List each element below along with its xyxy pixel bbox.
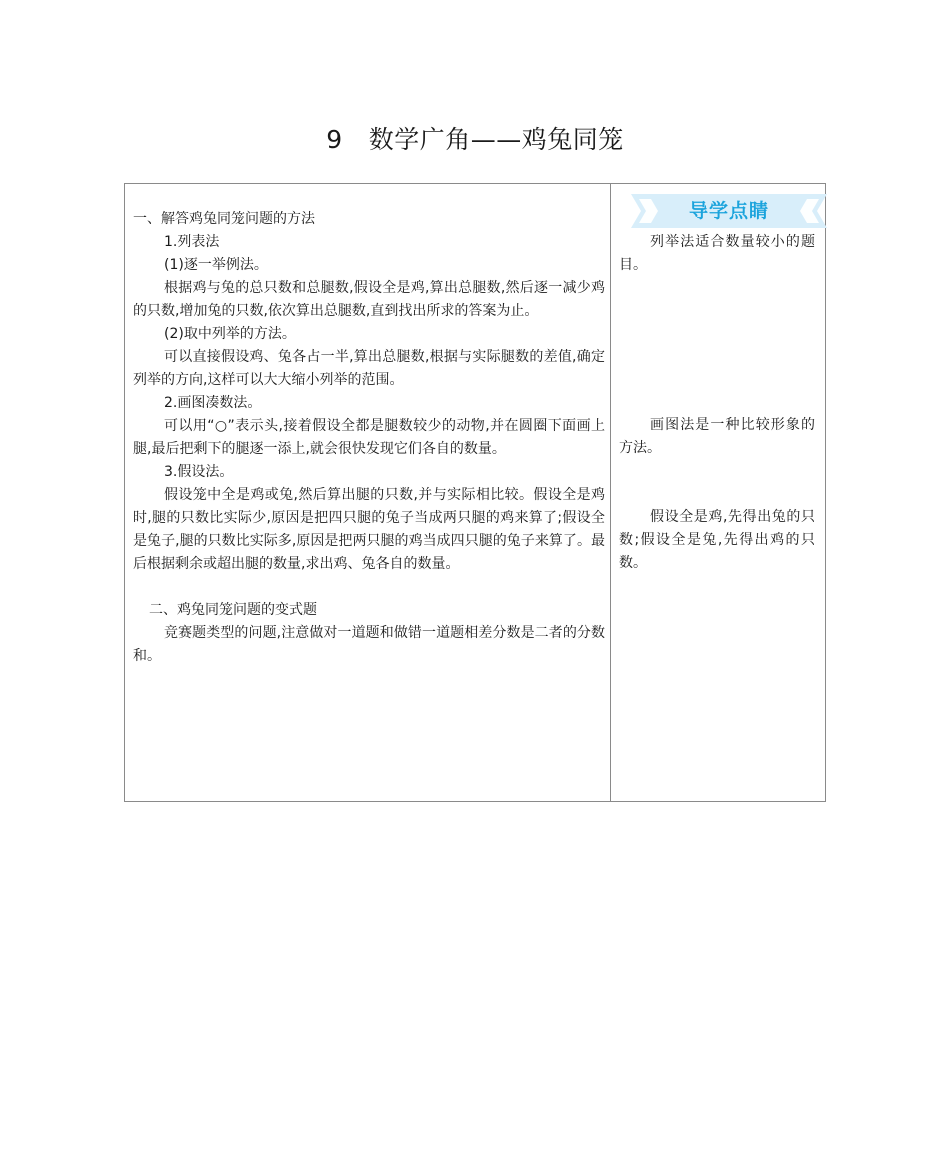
chapter-title: 数学广角——鸡兔同笼 <box>368 125 624 154</box>
section1-heading: 一、解答鸡兔同笼问题的方法 <box>133 211 315 227</box>
method2-text: 可以用“○”表示头,接着假设全都是腿数较少的动物,并在圆圈下面画上腿,最后把剩下的腿逐一添上,就会很快发现它们各自的数量。 <box>133 418 605 457</box>
sidebar-note-assumption: 假设全是鸡,先得出兔的只数;假设全是兔,先得出鸡的只数。 <box>619 509 815 571</box>
sidebar-column <box>611 184 825 801</box>
method3-text: 假设笼中全是鸡或兔,然后算出腿的只数,并与实际相比较。假设全是鸡时,腿的只数比实际少,原因是把四只腿的兔子当成两只腿的鸡来算了;假设全是兔子,腿的只数比实际多,原因是把两只腿的鸡当成四只腿的兔子来算了。最后根据剩余或超出腿的数量,求出鸡、兔各自的数量。 <box>133 487 605 572</box>
section2-text: 竞赛题类型的问题,注意做对一道题和做错一道题相差分数是二者的分数和。 <box>133 625 605 664</box>
method1-sub2-title: (2)取中列举的方法。 <box>164 326 296 342</box>
method1-sub1-text: 根据鸡与兔的总只数和总腿数,假设全是鸡,算出总腿数,然后逐一减少鸡的只数,增加兔的只数,依次算出总腿数,直到找出所求的答案为止。 <box>133 280 605 319</box>
method2-title: 2.画图凑数法。 <box>164 395 262 411</box>
section2-heading: 二、鸡兔同笼问题的变式题 <box>149 602 317 618</box>
spacer <box>133 576 605 599</box>
main-column <box>133 208 605 668</box>
method1-sub1-title: (1)逐一举例法。 <box>164 257 268 273</box>
banner-label: 导学点睛 <box>688 200 769 222</box>
method3-title: 3.假设法。 <box>164 464 234 480</box>
method1-title: 1.列表法 <box>164 234 220 250</box>
guide-banner <box>631 194 827 228</box>
method1-sub2-text: 可以直接假设鸡、兔各占一半,算出总腿数,根据与实际腿数的差值,确定列举的方向,这样可以大大缩小列举的范围。 <box>133 349 605 388</box>
page-title <box>0 120 950 160</box>
content-table <box>124 183 826 802</box>
chapter-number: 9 <box>326 125 343 154</box>
sidebar-note-listing: 列举法适合数量较小的题目。 <box>619 234 815 273</box>
sidebar-note-drawing: 画图法是一种比较形象的方法。 <box>619 417 815 456</box>
